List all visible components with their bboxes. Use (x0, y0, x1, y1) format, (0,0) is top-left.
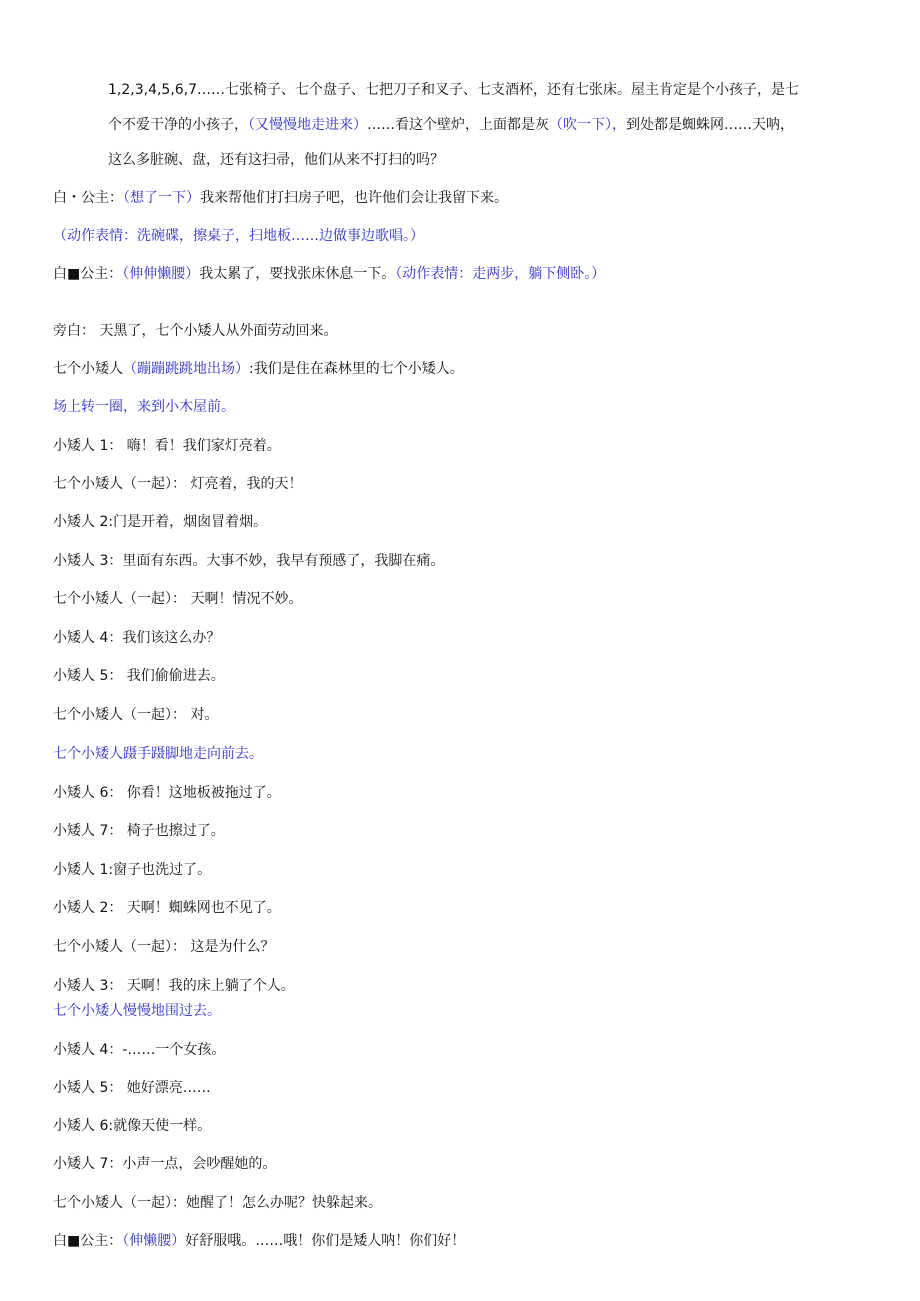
script-line (53, 744, 263, 764)
stage-direction: 七个小矮人蹑手蹑脚地走向前去。 (53, 746, 263, 762)
script-line (53, 628, 220, 648)
dialogue-text: 小矮人 6:就像天使一样。 (53, 1118, 212, 1134)
dialogue-text: 小矮人 2： 天啊！蜘蛛网也不见了。 (53, 900, 281, 916)
stage-direction: （吹一下）， (549, 117, 626, 133)
script-line (53, 264, 605, 284)
script-line (53, 937, 274, 957)
script-line (53, 551, 444, 571)
script-line (53, 1078, 211, 1098)
dialogue-text: 小矮人 3： 天啊！我的床上躺了个人。 (53, 978, 295, 994)
script-line (53, 1154, 276, 1174)
dialogue-text: 小矮人 6： 你看！这地板被拖过了。 (53, 785, 281, 801)
dialogue-text: 小矮人 4：-……一个女孩。 (53, 1042, 226, 1058)
script-line (53, 860, 211, 880)
script-line (53, 512, 267, 532)
dialogue-text: 我太累了，要找张床休息一下。 (199, 266, 396, 282)
dialogue-text: :我们是住在森林里的七个小矮人。 (249, 361, 464, 377)
script-line (53, 783, 281, 803)
stage-direction: 场上转一圈，来到小木屋前。 (53, 399, 235, 415)
dialogue-text: 小矮人 5： 她好漂亮…… (53, 1080, 211, 1096)
dialogue-text: ……看这个壁炉，上面都是灰 (367, 117, 549, 133)
intro-line (108, 80, 799, 100)
script-line (53, 321, 337, 341)
dialogue-text: 到处都是蜘蛛网……天呐， (626, 117, 794, 133)
script-line (53, 1231, 465, 1251)
script-line (53, 1116, 211, 1136)
dialogue-text: 小矮人 7： 椅子也擦过了。 (53, 823, 225, 839)
stage-direction: （又慢慢地走进来） (248, 117, 367, 133)
script-line (53, 666, 225, 686)
stage-direction: （动作表情：洗碗碟，擦桌子，扫地板……边做事边歌唱。） (53, 228, 424, 244)
script-line (53, 436, 281, 456)
dialogue-text: 好舒服哦。……哦！你们是矮人呐！你们好！ (185, 1233, 466, 1249)
dialogue-text: 个不爱干净的小孩子， (108, 117, 248, 133)
dialogue-text: 旁白： 天黑了，七个小矮人从外面劳动回来。 (53, 323, 338, 339)
script-line (53, 589, 302, 609)
stage-direction: （伸懒腰） (122, 1233, 186, 1249)
dialogue-text: 白・公主： (53, 190, 123, 206)
dialogue-text: 1,2,3,4,5,6,7……七张椅子、七个盘子、七把刀子和叉子、七支酒杯，还有七张床。屋主肯定是个小孩子，是七 (108, 82, 800, 98)
dialogue-text: 这么多脏碗、盘，还有这扫帚，他们从来不打扫的吗？ (108, 152, 444, 168)
script-line (53, 976, 295, 996)
script-line (53, 188, 508, 208)
dialogue-text: 白■公主： (53, 1233, 123, 1249)
script-line (53, 898, 281, 918)
dialogue-text: 小矮人 4：我们该这么办？ (53, 630, 221, 646)
script-line (53, 1001, 221, 1021)
intro-line (108, 150, 444, 170)
stage-direction: （动作表情：走两步，躺下侧卧。） (395, 266, 606, 282)
dialogue-text: 白■公主： (53, 266, 123, 282)
script-line (53, 821, 225, 841)
stage-direction: 七个小矮人慢慢地围过去。 (53, 1003, 221, 1019)
dialogue-text: 我来帮他们打扫房子吧，也许他们会让我留下来。 (200, 190, 508, 206)
dialogue-text: 小矮人 3：里面有东西。大事不妙，我早有预感了，我脚在痛。 (53, 553, 445, 569)
dialogue-text: 七个小矮人（一起）：她醒了！怎么办呢？快躲起来。 (53, 1195, 382, 1211)
script-line (53, 397, 235, 417)
stage-direction: （蹦蹦跳跳地出场） (123, 361, 249, 377)
script-line (53, 1193, 382, 1213)
dialogue-text: 七个小矮人（一起）： 对。 (53, 707, 219, 723)
dialogue-text: 小矮人 5： 我们偷偷进去。 (53, 668, 225, 684)
stage-direction: （想了一下） (123, 190, 200, 206)
dialogue-text: 七个小矮人（一起）： 这是为什么？ (53, 939, 275, 955)
script-line (53, 705, 218, 725)
dialogue-text: 小矮人 1:窗子也洗过了。 (53, 862, 212, 878)
script-line (53, 359, 464, 379)
script-line (53, 226, 424, 246)
dialogue-text: 小矮人 2:门是开着，烟囱冒着烟。 (53, 514, 268, 530)
dialogue-text: 七个小矮人（一起）： 天啊！情况不妙。 (53, 591, 303, 607)
script-line (53, 474, 302, 494)
dialogue-text: 小矮人 1： 嗨！看！我们家灯亮着。 (53, 438, 281, 454)
script-line (53, 1040, 225, 1060)
dialogue-text: 七个小矮人（一起）： 灯亮着，我的天！ (53, 476, 303, 492)
dialogue-text: 小矮人 7：小声一点，会吵醒她的。 (53, 1156, 277, 1172)
intro-line (108, 115, 794, 135)
dialogue-text: 七个小矮人 (53, 361, 123, 377)
stage-direction: （伸伸懒腰） (122, 266, 200, 282)
